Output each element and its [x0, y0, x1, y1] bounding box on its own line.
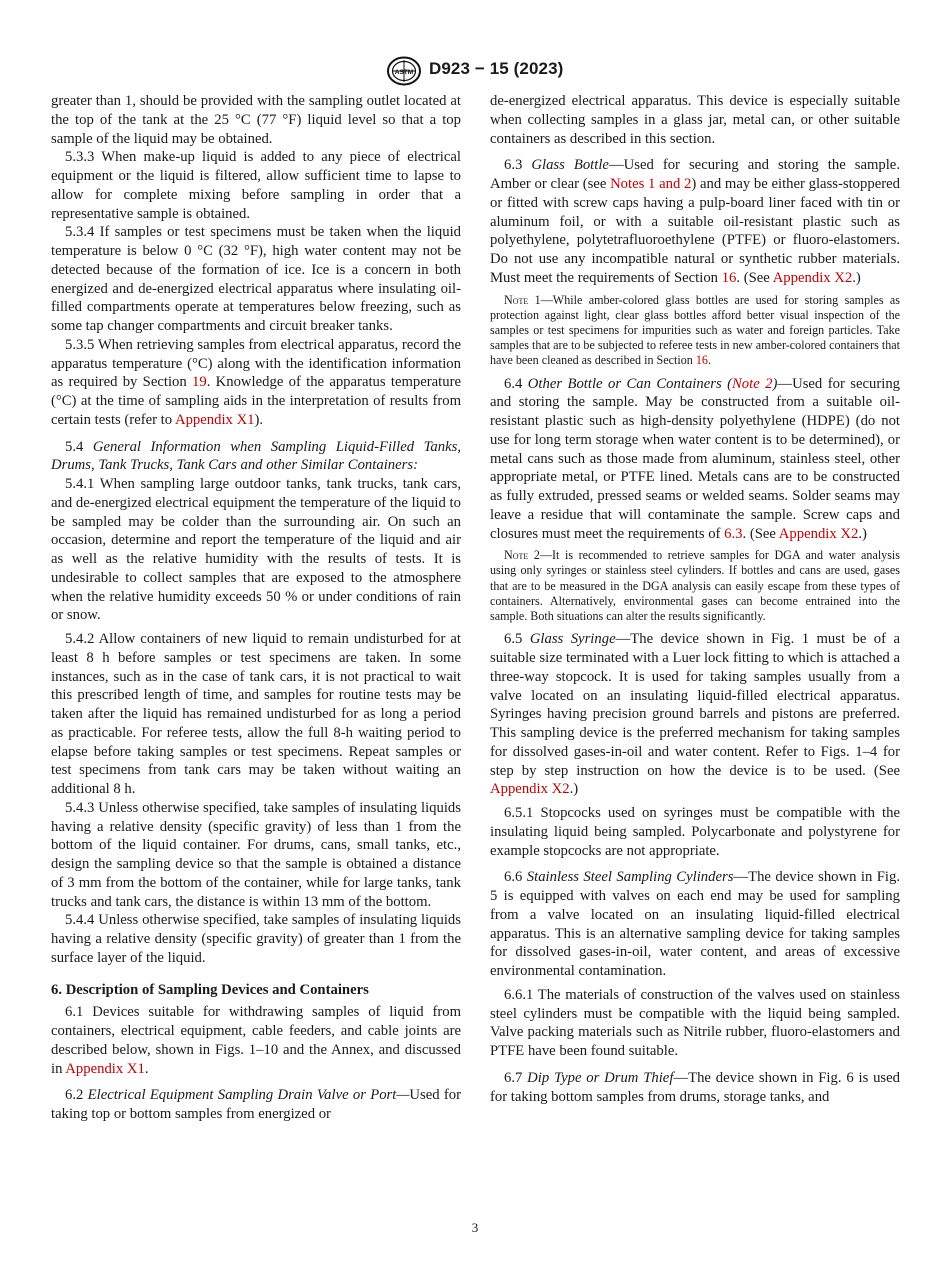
section-6-5-title: Glass Syringe	[529, 631, 616, 648]
section-6-heading: 6. Description of Sampling Devices and Containers	[51, 981, 369, 998]
appendix-x2-link[interactable]: Appendix X2	[772, 269, 853, 286]
note-1: Note 1—While amber-colored glass bottles are used for storing samples as protection against light, clear glass bottles afford better visual inspection of the samples or test specimens for impurities such as water and foreign particles. Take samples that are to be subjected to referee tests in new amber-colored containers that have been cleaned as described in Section 16.	[490, 292, 900, 368]
section-6-7-title: Dip Type or Drum Thief	[527, 1069, 674, 1086]
page-number: 3	[471, 1220, 479, 1235]
left-column	[51, 92, 461, 1124]
note-2-link[interactable]: Note 2	[731, 375, 773, 392]
appendix-x2-link[interactable]: Appendix X2	[490, 781, 570, 798]
paragraph-6-1: 6.1 Devices suitable for withdrawing samples of liquid from containers, electrical equipment, cable feeders, and cable joints are described below, shown in Figs. 1–10 and the Annex, and discussed in Appendix X1.	[51, 1004, 461, 1077]
paragraph-5-4: 5.4 General Information when Sampling Liquid-Filled Tanks, Drums, Tank Trucks, Tank Cars and other Similar Containers:	[51, 438, 461, 474]
section-6-3-title: Glass Bottle	[531, 157, 609, 174]
paragraph-5-4-4: 5.4.4 Unless otherwise specified, take samples of insulating liquids having a relative density (specific gravity) of greater than 1 from the surface layer of the liquid.	[51, 912, 461, 966]
section-16-link[interactable]: 16	[721, 269, 737, 286]
paragraph-6-5-1: 6.5.1 Stopcocks used on syringes must be compatible with the insulating liquid being sampled. Polycarbonate and polystyrene for example stopcocks are not appropriate.	[490, 805, 900, 859]
note-label: Note	[504, 292, 529, 307]
paragraph-6-4: 6.4 Other Bottle or Can Containers (Note 2)—Used for securing and storing the sample. May be constructed from a suitable oil-resistant plastic such as high-density polyethylene (HDPE) (do not use for long term storage when water content is to be determined), or metal cans such as those made from aluminum, stainless steel, other appropriate metal, or PTFE lined. Metals cans are to be constructed as fully extruded, pressed seams or welded seams. Solder seams may leave a residue that will contaminate the sample. Screw caps and closures must meet the requirements of 6.3. (See Appendix X2.)	[490, 375, 901, 542]
section-6-2-title: Electrical Equipment Sampling Drain Valve or Port—	[87, 1087, 410, 1104]
note-label: Note	[504, 548, 529, 563]
paragraph-5-3-4: 5.3.4 If samples or test specimens must be taken when the liquid temperature is below 0 °C (32 °F), high water content may not be detected because of the formation of ice. Ice is a concern in both energized and de-energized electrical apparatus where insulating oil-filled compartments operate at temperatures below freezing, such as some tap changer compartments and circuit breaker tanks.	[51, 224, 461, 334]
paragraph-5-4-3: 5.4.3 Unless otherwise specified, take samples of insulating liquids having a relative density (specific gravity) of less than 1 from the bottom of the liquid container. For drums, cans, small tanks, etc., design the sampling device so that the sample is obtained a distance of 3 mm from the bottom of the container, while for large tanks, tank trucks and tank cars, the distance is within 13 mm of the bottom.	[51, 799, 461, 910]
right-column	[490, 92, 900, 1106]
section-19-link[interactable]: 19	[192, 374, 207, 391]
section-6-6-title: Stainless Steel Sampling Cylinders	[526, 869, 734, 886]
paragraph-continued: greater than 1, should be provided with the sampling outlet located at the top of the tank at the 25 °C (77 °F) liquid level so that a top sample of the liquid may be obtained.	[51, 93, 461, 147]
paragraph-5-3-3: 5.3.3 When make-up liquid is added to any piece of electrical equipment or the liquid is filtered, allow sufficient time to lapse to allow for complete mixing before sampling in order that a representative sample is obtained.	[51, 149, 461, 222]
note-2: Note 2—It is recommended to retrieve samples for DGA and water analysis using only syringes or stainless steel cylinders. If bottles and cans are used, gases that are to be measured in the DGA analysis can easily escape from these types of containers. Alternatively, environmental gases can become entrained into the sample. Both situations can alter the results significantly.	[490, 548, 900, 624]
section-5-4-title: General Information when Sampling Liquid-Filled Tanks, Drums, Tank Trucks, Tank Cars and other Similar Containers:	[51, 438, 461, 474]
paragraph-5-4-1: 5.4.1 When sampling large outdoor tanks, tank trucks, tank cars, and de-energized electrical equipment the temperature of the liquid to be sampled may be colder than the surrounding air. On such an occasion, determine and report the temperature of the liquid and air as well as the relative humidity with the results of tests. It is undesirable to collect samples that are exposed to the atmosphere when the relative humidity exceeds 50 % or under conditions of rain or snow.	[51, 476, 461, 624]
section-6-3-link[interactable]: 6.3	[724, 525, 743, 542]
page-header	[0, 56, 950, 86]
paragraph-6-2-continued: de-energized electrical apparatus. This device is especially suitable when collecting samples in a glass jar, metal can, or other suitable containers as described in this section.	[490, 93, 900, 147]
paragraph-6-6-1: 6.6.1 The materials of construction of the valves used on stainless steel cylinders must be compatible with the liquid being sampled. Valve packing materials such as Nitrile rubber, fluoro-elastomers and PTFE have been found suitable.	[490, 986, 900, 1060]
notes-1-and-2-link[interactable]: Notes 1 and 2	[610, 176, 692, 192]
appendix-x1-link[interactable]: Appendix X1	[174, 411, 255, 428]
appendix-x1-link[interactable]: Appendix X1	[65, 1060, 145, 1077]
paragraph-6-3: 6.3 Glass Bottle—Used for securing and storing the sample. Amber or clear (see Notes 1 and 2) and may be either glass-stoppered or fitted with screw caps having a pulp-board liner faced with tin or aluminum foil, or with a suitable oil-resistant plastic such as polyethylene, polytetrafluoroethylene (PTFE) or fluoro-elastomers. Do not use any incompatible natural or synthetic rubber materials. Must meet the requirements of Section 16. (See Appendix X2.)	[490, 157, 900, 286]
paragraph-5-4-2: 5.4.2 Allow containers of new liquid to remain undisturbed for at least 8 h before samples or test specimens are taken. In some instances, such as in the case of tank cars, it is not practical to wait this prescribed length of time, and samples for routine tests may be taken after the liquid has remained undisturbed for as long a period as practicable. For referee tests, allow the full 8-h waiting period to elapse before taking samples or test specimens. Repeat samples or test specimens from tank cars may be taken without waiting an additional 8 h.	[51, 631, 461, 797]
appendix-x2-link[interactable]: Appendix X2	[778, 525, 859, 542]
logo-text: ASTM	[394, 69, 414, 76]
paragraph-6-7: 6.7 Dip Type or Drum Thief—The device shown in Fig. 6 is used for taking bottom samples from drums, storage tanks, and	[490, 1069, 901, 1105]
section-16-link[interactable]: 16	[695, 353, 708, 368]
astm-logo	[386, 56, 422, 86]
document-designation: D923 − 15 (2023)	[429, 59, 564, 78]
paragraph-6-5: 6.5 Glass Syringe—The device shown in Fig. 1 must be of a suitable size terminated with a Luer lock fitting to which is attached a three-way stopcock. It is used for taking samples usually from a valve located on an insulating liquid-filled electrical apparatus. Syringes having precision ground barrels and pistons are preferred. This sampling device is the preferred mechanism for taking samples for dissolved gases-in-oil and water content. Refer to Figs. 1–4 for step by step instruction on how the device is to be used. (See Appendix X2.)	[490, 631, 900, 798]
paragraph-6-2: 6.2 Electrical Equipment Sampling Drain Valve or Port—Used for taking top or bottom samples from energized or	[51, 1087, 462, 1122]
paragraph-5-3-5: 5.3.5 When retrieving samples from electrical apparatus, record the apparatus temperature (°C) along with the identification information as required by Section 19. Knowledge of the apparatus temperature (°C) at the time of sampling aids in the interpretation of results from certain tests (refer to Appendix X1).	[51, 336, 461, 428]
paragraph-6-6: 6.6 Stainless Steel Sampling Cylinders—The device shown in Fig. 5 is equipped with valves on each end may be used for sampling from a valve located on an insulating liquid-filled electrical apparatus. This is an alternative sampling device for taking samples for dissolved gases-in-oil, water content, and areas of excessive environmental contamination.	[490, 869, 900, 980]
section-6-4-title: Other Bottle or Can Containers (Note 2)	[527, 375, 778, 392]
